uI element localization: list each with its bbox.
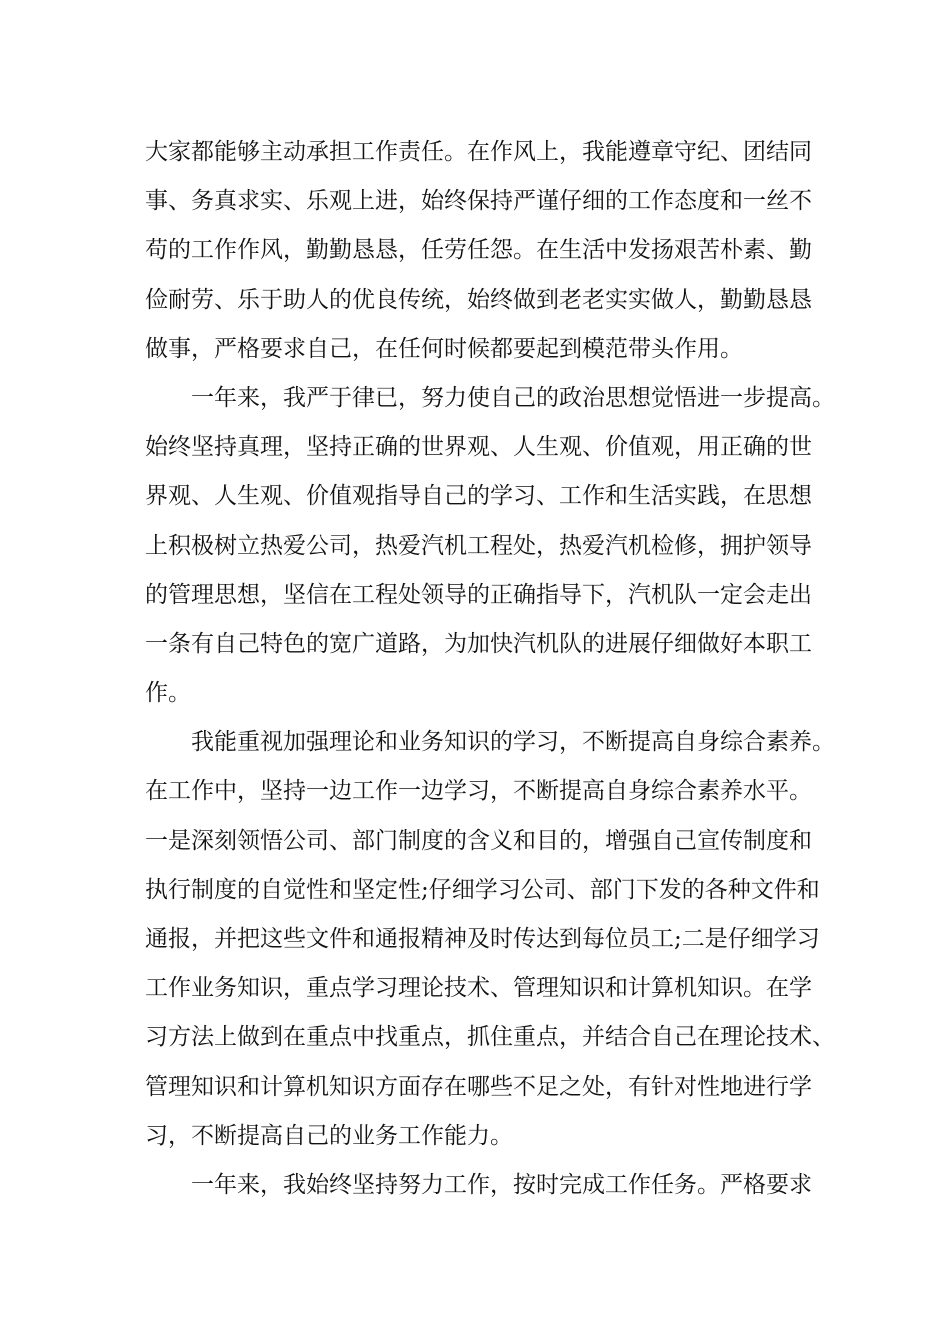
text-line: 我能重视加强理论和业务知识的学习，不断提高自身综合素养。 <box>191 729 835 756</box>
text-line: 一是深刻领悟公司、部门制度的含义和目的，增强自己宣传制度和 <box>145 827 812 854</box>
text-line: 习，不断提高自己的业务工作能力。 <box>145 1122 513 1149</box>
text-line: 工作业务知识，重点学习理论技术、管理知识和计算机知识。在学 <box>145 975 812 1002</box>
text-line: 执行制度的自觉性和坚定性;仔细学习公司、部门下发的各种文件和 <box>145 876 820 903</box>
paragraph <box>145 1161 845 1210</box>
text-line: 习方法上做到在重点中找重点，抓住重点，并结合自己在理论技术、 <box>145 1024 835 1051</box>
text-line: 上积极树立热爱公司，热爱汽机工程处，热爱汽机检修，拥护领导 <box>145 532 812 559</box>
text-line: 一年来，我始终坚持努力工作，按时完成工作任务。严格要求 <box>191 1171 812 1198</box>
text-line: 苟的工作作风，勤勤恳恳，任劳任怨。在生活中发扬艰苦朴素、勤 <box>145 237 812 264</box>
document-body <box>145 128 845 1210</box>
text-line: 俭耐劳、乐于助人的优良传统，始终做到老老实实做人，勤勤恳恳 <box>145 286 812 313</box>
text-line: 界观、人生观、价值观指导自己的学习、工作和生活实践，在思想 <box>145 483 812 510</box>
text-line: 作。 <box>145 680 191 707</box>
text-line: 始终坚持真理，坚持正确的世界观、人生观、价值观，用正确的世 <box>145 434 812 461</box>
paragraph <box>145 374 845 718</box>
text-line: 一年来，我严于律已，努力使自己的政治思想觉悟进一步提高。 <box>191 384 835 411</box>
text-line: 一条有自己特色的宽广道路，为加快汽机队的进展仔细做好本职工 <box>145 630 812 657</box>
text-line: 做事，严格要求自己，在任何时候都要起到模范带头作用。 <box>145 335 743 362</box>
text-line: 管理知识和计算机知识方面存在哪些不足之处，有针对性地进行学 <box>145 1073 812 1100</box>
text-line: 在工作中，坚持一边工作一边学习，不断提高自身综合素养水平。 <box>145 778 812 805</box>
paragraph <box>145 128 845 374</box>
paragraph <box>145 718 845 1161</box>
text-line: 事、务真求实、乐观上进，始终保持严谨仔细的工作态度和一丝不 <box>145 188 812 215</box>
text-line: 大家都能够主动承担工作责任。在作风上，我能遵章守纪、团结同 <box>145 139 812 165</box>
text-line: 通报，并把这些文件和通报精神及时传达到每位员工;二是仔细学习 <box>145 926 820 952</box>
text-line: 的管理思想，坚信在工程处领导的正确指导下，汽机队一定会走出 <box>145 581 812 608</box>
